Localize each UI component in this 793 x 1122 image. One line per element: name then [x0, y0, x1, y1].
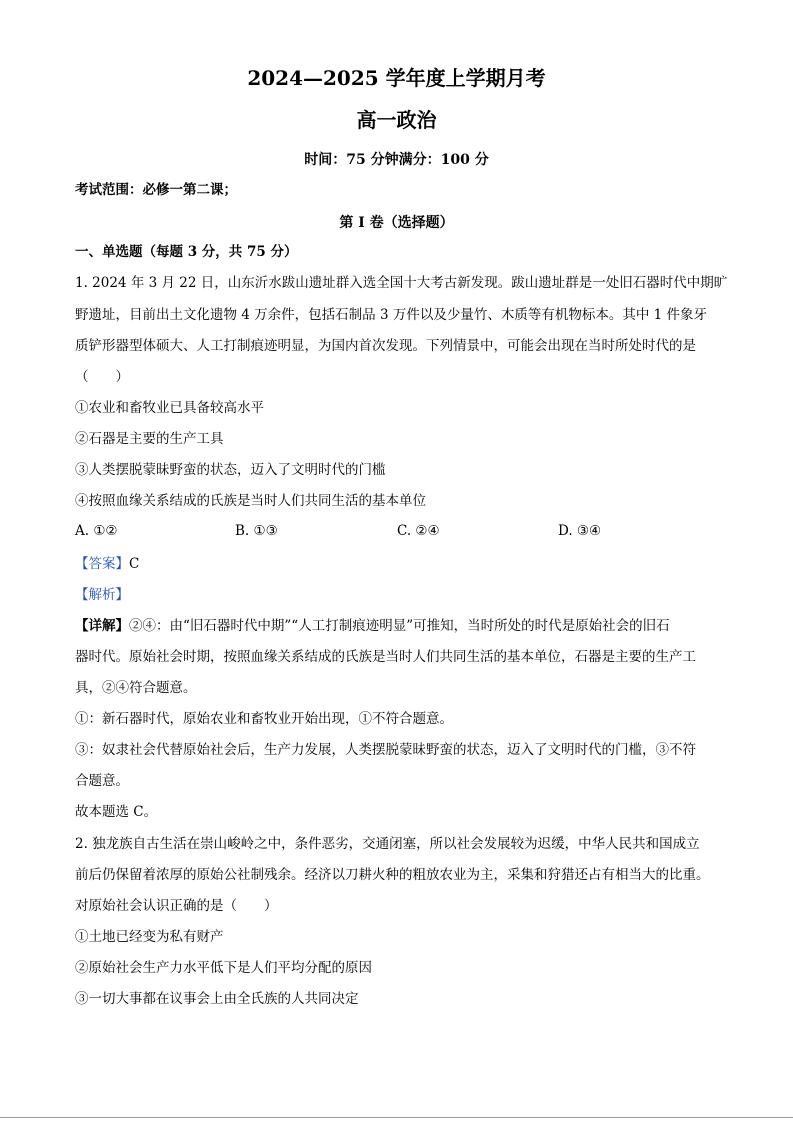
q2-item: ①土地已经变为私有财产: [75, 929, 224, 945]
q2-item: ②原始社会生产力水平低下是人们平均分配的原因: [75, 960, 372, 976]
q1-answer-row: [75, 554, 139, 574]
q1-option-b: B. ①③: [235, 523, 278, 539]
answer-tag: 【答案】: [75, 556, 129, 572]
q1-detail-line: 具，②④符合题意。: [75, 680, 197, 696]
q2-stem-line: 前后仍保留着浓厚的原始公社制残余。经济以刀耕火种的粗放农业为主，采集和狩猎还占有相当大的比重。: [75, 867, 710, 883]
detail-tag: 【详解】: [75, 618, 129, 634]
q1-option-d: D. ③④: [558, 523, 602, 539]
subject-title: 高一政治: [356, 108, 437, 132]
q1-item: ③人类摆脱蒙昧野蛮的状态，迈入了文明时代的门槛: [75, 462, 386, 478]
q1-detail-line: 故本题选 C。: [75, 804, 158, 820]
q1-item: ②石器是主要的生产工具: [75, 431, 224, 447]
exam-meta: 时间：75 分钟满分：100 分: [304, 152, 489, 168]
exam-scope: 考试范围：必修一第二课；: [75, 182, 237, 198]
q1-option-a: A. ①②: [75, 523, 118, 539]
q1-detail-line: [75, 616, 670, 636]
q1-stem-line: 质铲形器型体硕大、人工打制痕迹明显，为国内首次发现。下列情景中，可能会出现在当时所处时代的是: [75, 338, 696, 354]
section-heading: 一、单选题（每题 3 分，共 75 分）: [75, 244, 298, 260]
q1-analysis-row: [75, 585, 129, 605]
q2-stem-line: 2. 独龙族自古生活在崇山峻岭之中，条件恶劣，交通闭塞，所以社会发展较为迟缓，中华人民共和国成立: [75, 836, 700, 852]
exam-title: 2024—2025 学年度上学期月考: [247, 66, 546, 90]
q1-item: ④按照血缘关系结成的氏族是当时人们共同生活的基本单位: [75, 493, 426, 509]
q1-detail-line: ③：奴隶社会代替原始社会后，生产力发展，人类摆脱蒙昧野蛮的状态，迈入了文明时代的门槛，③不符: [75, 742, 696, 758]
analysis-tag: 【解析】: [75, 587, 129, 603]
detail-text: ②④：由“旧石器时代中期”“人工打制痕迹明显”可推知，当时所处的时代是原始社会的旧石: [129, 618, 670, 634]
volume-heading: 第 I 卷（选择题）: [339, 215, 454, 231]
q1-detail-line: 器时代。原始社会时期，按照血缘关系结成的氏族是当时人们共同生活的基本单位，石器是主要的生产工: [75, 649, 696, 665]
q1-item: ①农业和畜牧业已具备较高水平: [75, 400, 264, 416]
q1-stem-line: （ ）: [75, 369, 129, 385]
q1-detail-line: ①：新石器时代，原始农业和畜牧业开始出现，①不符合题意。: [75, 711, 453, 727]
q1-stem-line: 野遗址，目前出土文化遗物 4 万余件，包括石制品 3 万件以及少量竹、木质等有机物标本。其中 1 件象牙: [75, 307, 708, 323]
page-bottom-rule: [0, 1117, 793, 1118]
q2-item: ③一切大事都在议事会上由全氏族的人共同决定: [75, 991, 359, 1007]
q1-option-c: C. ②④: [397, 523, 440, 539]
answer-value: C: [129, 556, 140, 572]
q1-stem-line: 1. 2024 年 3 月 22 日，山东沂水跋山遗址群入选全国十大考古新发现。跋山遗址群是一处旧石器时代中期旷: [75, 275, 728, 291]
q2-stem-line: 对原始社会认识正确的是（ ）: [75, 898, 278, 914]
q1-detail-line: 合题意。: [75, 773, 129, 789]
